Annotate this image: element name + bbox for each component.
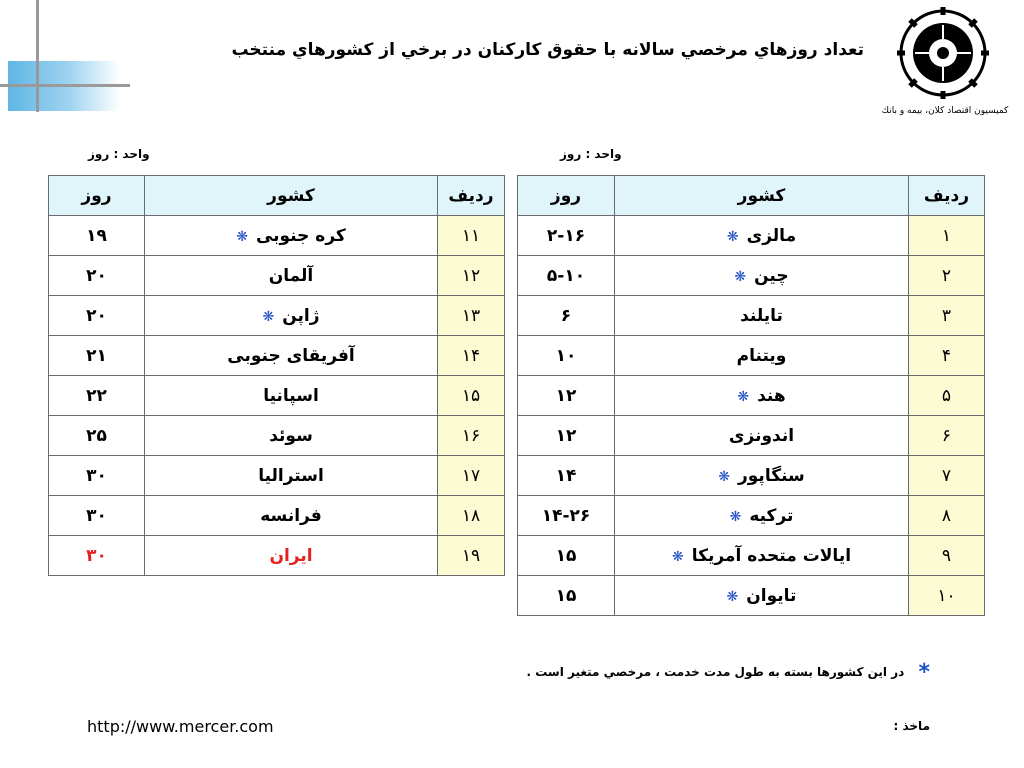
row-number-cell: ۱۰ (909, 576, 985, 616)
table-row (518, 296, 985, 336)
days-cell: ۶ (518, 296, 615, 336)
country-name: هند (757, 385, 786, 406)
country-name: ايران (269, 545, 313, 566)
table-row (49, 216, 505, 256)
footnote-text: در اين كشورها بسته به طول مدت خدمت ، مرخصي متغير است . (526, 665, 905, 679)
country-cell (145, 376, 438, 416)
country-name: آفريقای جنوبی (227, 345, 355, 366)
country-cell (145, 256, 438, 296)
country-name: فرانسه (260, 505, 322, 526)
row-number-cell: ۱۲ (438, 256, 505, 296)
header-days: روز (49, 176, 145, 216)
country-name: ژاپن (282, 305, 320, 326)
right-country-table (517, 175, 985, 616)
row-number-cell: ۲ (909, 256, 985, 296)
days-cell: ۱۹ (49, 216, 145, 256)
country-cell (615, 336, 909, 376)
left-country-table (48, 175, 505, 576)
header-row-number: رديف (438, 176, 505, 216)
asterisk-note-icon: ❋ (734, 268, 747, 285)
row-number-cell: ۱۷ (438, 456, 505, 496)
table-row (49, 416, 505, 456)
table-row (518, 216, 985, 256)
country-cell (615, 496, 909, 536)
decorative-horizontal-line (0, 84, 130, 87)
asterisk-note-icon: ❋ (726, 228, 739, 245)
row-number-cell: ۱۳ (438, 296, 505, 336)
header-country: كشور (145, 176, 438, 216)
source-label: ماخذ : (893, 719, 930, 733)
row-number-cell: ۱۹ (438, 536, 505, 576)
country-name: كره جنوبی (255, 225, 346, 246)
asterisk-note-icon: ❋ (729, 508, 742, 525)
asterisk-note-icon: ❋ (726, 588, 739, 605)
row-number-cell: ۱ (909, 216, 985, 256)
row-number-cell: ۹ (909, 536, 985, 576)
days-cell: ۳۰ (49, 536, 145, 576)
row-number-cell: ۸ (909, 496, 985, 536)
row-number-cell: ۱۵ (438, 376, 505, 416)
table-row (49, 376, 505, 416)
table-row (518, 416, 985, 456)
country-cell (145, 456, 438, 496)
row-number-cell: ۳ (909, 296, 985, 336)
days-cell: ۱۴-۲۶ (518, 496, 615, 536)
header-country: كشور (615, 176, 909, 216)
country-name: اسپانيا (263, 385, 319, 406)
country-name: تايلند (740, 305, 783, 326)
country-name: مالزی (746, 225, 797, 246)
days-cell: ۲-۱۶ (518, 216, 615, 256)
country-cell (615, 456, 909, 496)
country-cell (615, 216, 909, 256)
country-name: چين (754, 265, 789, 286)
table-header-row (49, 176, 505, 216)
right-table-unit-label: واحد : روز (560, 147, 622, 161)
days-cell: ۱۰ (518, 336, 615, 376)
days-cell: ۳۰ (49, 496, 145, 536)
country-cell (615, 256, 909, 296)
footnote-asterisk: * (918, 660, 930, 685)
header-row-number: رديف (909, 176, 985, 216)
asterisk-note-icon: ❋ (671, 548, 684, 565)
row-number-cell: ۱۸ (438, 496, 505, 536)
country-cell (615, 416, 909, 456)
page-title: تعداد روزهاي مرخصي سالانه با حقوق كاركنان در برخي از كشورهاي منتخب (231, 40, 864, 60)
table-row (518, 336, 985, 376)
country-cell (615, 536, 909, 576)
table-row (49, 456, 505, 496)
table-row (49, 256, 505, 296)
table-row (49, 296, 505, 336)
country-cell (145, 296, 438, 336)
country-cell (145, 536, 438, 576)
asterisk-note-icon: ❋ (737, 388, 750, 405)
decorative-vertical-line (36, 0, 39, 112)
asterisk-note-icon: ❋ (236, 228, 248, 245)
table-row (518, 536, 985, 576)
country-cell (145, 416, 438, 456)
row-number-cell: ۶ (909, 416, 985, 456)
country-cell (615, 576, 909, 616)
days-cell: ۲۰ (49, 256, 145, 296)
row-number-cell: ۱۴ (438, 336, 505, 376)
table-row (518, 496, 985, 536)
country-name: سوئد (269, 425, 313, 446)
days-cell: ۱۵ (518, 536, 615, 576)
row-number-cell: ۴ (909, 336, 985, 376)
row-number-cell: ۵ (909, 376, 985, 416)
days-cell: ۱۵ (518, 576, 615, 616)
days-cell: ۵-۱۰ (518, 256, 615, 296)
country-name: تركيه (749, 505, 794, 526)
days-cell: ۱۲ (518, 416, 615, 456)
asterisk-note-icon: ❋ (262, 308, 275, 325)
table-row (49, 496, 505, 536)
days-cell: ۲۱ (49, 336, 145, 376)
footnote (526, 660, 930, 685)
country-name: اندونزی (728, 425, 795, 446)
country-name: تايوان (746, 585, 797, 606)
asterisk-note-icon: ❋ (718, 468, 730, 485)
days-cell: ۲۲ (49, 376, 145, 416)
country-cell (145, 496, 438, 536)
country-name: ويتنام (736, 345, 787, 366)
days-cell: ۲۵ (49, 416, 145, 456)
country-name: آلمان (268, 265, 314, 286)
row-number-cell: ۱۱ (438, 216, 505, 256)
days-cell: ۱۴ (518, 456, 615, 496)
table-row (518, 256, 985, 296)
header-days: روز (518, 176, 615, 216)
row-number-cell: ۱۶ (438, 416, 505, 456)
days-cell: ۲۰ (49, 296, 145, 336)
country-cell (145, 216, 438, 256)
table-row (49, 536, 505, 576)
days-cell: ۱۲ (518, 376, 615, 416)
country-cell (615, 376, 909, 416)
country-name: استراليا (258, 465, 324, 486)
left-table-unit-label: واحد : روز (88, 147, 150, 161)
source-link[interactable]: http://www.mercer.com (87, 717, 274, 736)
country-name: سنگاپور (737, 465, 805, 486)
row-number-cell: ۷ (909, 456, 985, 496)
table-row (49, 336, 505, 376)
chamber-of-commerce-logo (888, 5, 998, 101)
country-cell (145, 336, 438, 376)
logo-caption: كميسيون اقتصاد كلان، بيمه و بانك (881, 106, 1009, 116)
table-row (518, 576, 985, 616)
table-header-row (518, 176, 985, 216)
table-row (518, 456, 985, 496)
country-cell (615, 296, 909, 336)
days-cell: ۳۰ (49, 456, 145, 496)
table-row (518, 376, 985, 416)
country-name: ايالات متحده آمريكا (691, 545, 852, 566)
